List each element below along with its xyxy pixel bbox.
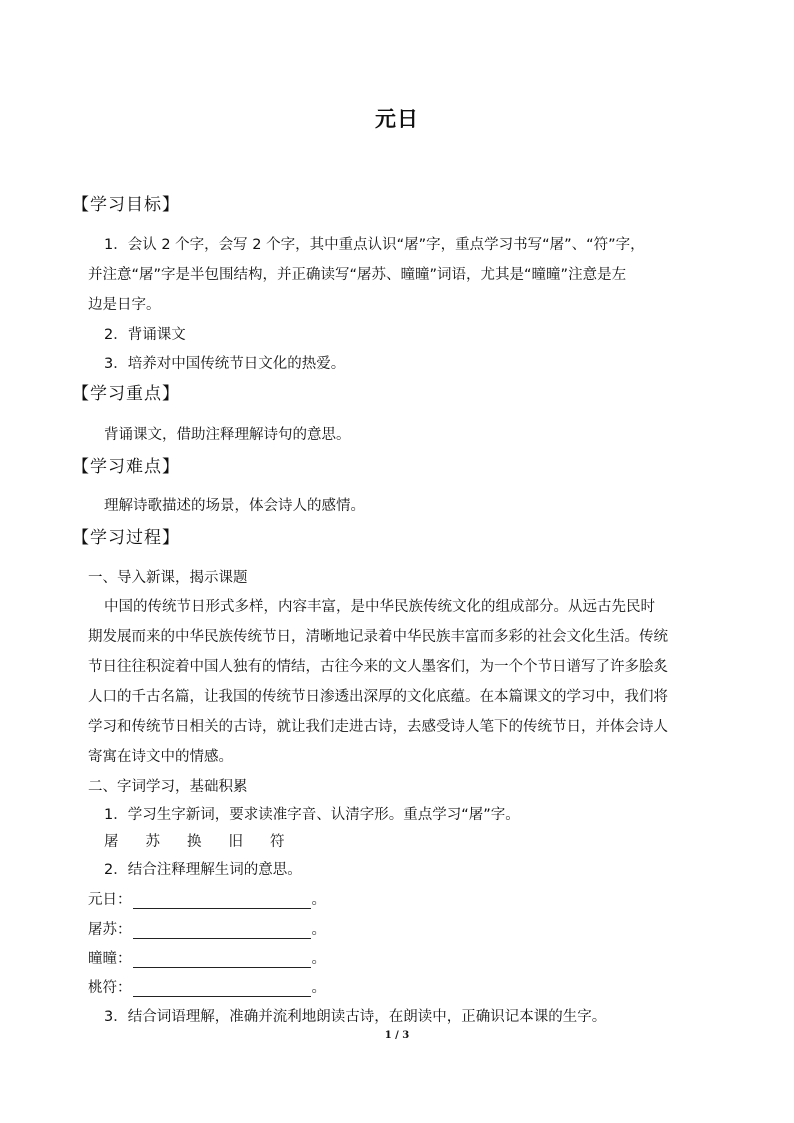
objectives-heading: 【学习目标】 [72, 195, 180, 215]
fill-end: 。 [311, 922, 326, 938]
difficulties-heading: 【学习难点】 [72, 457, 180, 477]
objective-1-line-2: 并注意“屠”字是半包围结构，并正确读写“屠苏、曈曈”词语，尤其是“曈曈”注意是左 [88, 267, 627, 283]
step-1: 1．学习生字新词，要求读准字音、认清字形。重点学习“屠”字。 [104, 807, 520, 823]
difficulties-text: 理解诗歌描述的场景，体会诗人的感情。 [104, 498, 365, 514]
fill-end: 。 [311, 980, 326, 996]
fill-label: 屠苏： [88, 922, 132, 938]
character: 屠 [104, 834, 119, 850]
fill-label: 元日： [88, 892, 132, 908]
page-title: 元日 [375, 107, 419, 131]
character: 换 [187, 834, 202, 850]
character: 苏 [145, 834, 160, 850]
blank-line[interactable] [133, 892, 311, 909]
fill-end: 。 [311, 951, 326, 967]
objective-1-line-3: 边是日字。 [88, 297, 161, 313]
step-2: 2．结合注释理解生词的意思。 [104, 862, 302, 878]
fill-blank-row [88, 947, 326, 968]
intro-line-6: 寄寓在诗文中的情感。 [88, 749, 233, 765]
fill-blank-row [88, 918, 326, 939]
blank-line[interactable] [133, 922, 311, 939]
objective-3: 3．培养对中国传统节日文化的热爱。 [104, 356, 346, 372]
fill-blank-row [88, 976, 326, 997]
fill-blank-row [88, 888, 326, 909]
process-heading: 【学习过程】 [72, 528, 180, 548]
objective-2: 2．背诵课文 [104, 327, 186, 343]
intro-line-1: 中国的传统节日形式多样，内容丰富，是中华民族传统文化的组成部分。从远古先民时 [104, 599, 655, 615]
fill-label: 曈曈： [88, 951, 132, 967]
intro-line-4: 人口的千古名篇，让我国的传统节日渗透出深厚的文化底蕴。在本篇课文的学习中，我们将 [88, 689, 668, 705]
page-number: 1 / 3 [384, 1030, 410, 1041]
blank-line[interactable] [133, 980, 311, 997]
step-3: 3．结合词语理解，准确并流利地朗读古诗，在朗读中，正确识记本课的生字。 [104, 1009, 607, 1025]
part2-title: 二、字词学习，基础积累 [88, 779, 248, 795]
new-characters [104, 830, 285, 851]
character: 符 [270, 834, 285, 850]
part1-title: 一、导入新课，揭示课题 [88, 570, 248, 586]
intro-line-3: 节日往往积淀着中国人独有的情结，古往今来的文人墨客们，为一个个节日谱写了许多脍炙 [88, 659, 668, 675]
key-points-heading: 【学习重点】 [72, 384, 180, 404]
character: 旧 [228, 834, 243, 850]
fill-end: 。 [311, 892, 326, 908]
objective-1-line-1: 1．会认 2 个字，会写 2 个字，其中重点认识“屠”字，重点学习书写“屠”、“符”字， [104, 237, 645, 253]
intro-line-2: 期发展而来的中华民族传统节日，清晰地记录着中华民族丰富而多彩的社会文化生活。传统 [88, 629, 668, 645]
intro-line-5: 学习和传统节日相关的古诗，就让我们走进古诗，去感受诗人笔下的传统节日，并体会诗人 [88, 719, 668, 735]
fill-label: 桃符： [88, 980, 132, 996]
key-points-text: 背诵课文，借助注释理解诗句的意思。 [104, 427, 351, 443]
blank-line[interactable] [133, 951, 311, 968]
